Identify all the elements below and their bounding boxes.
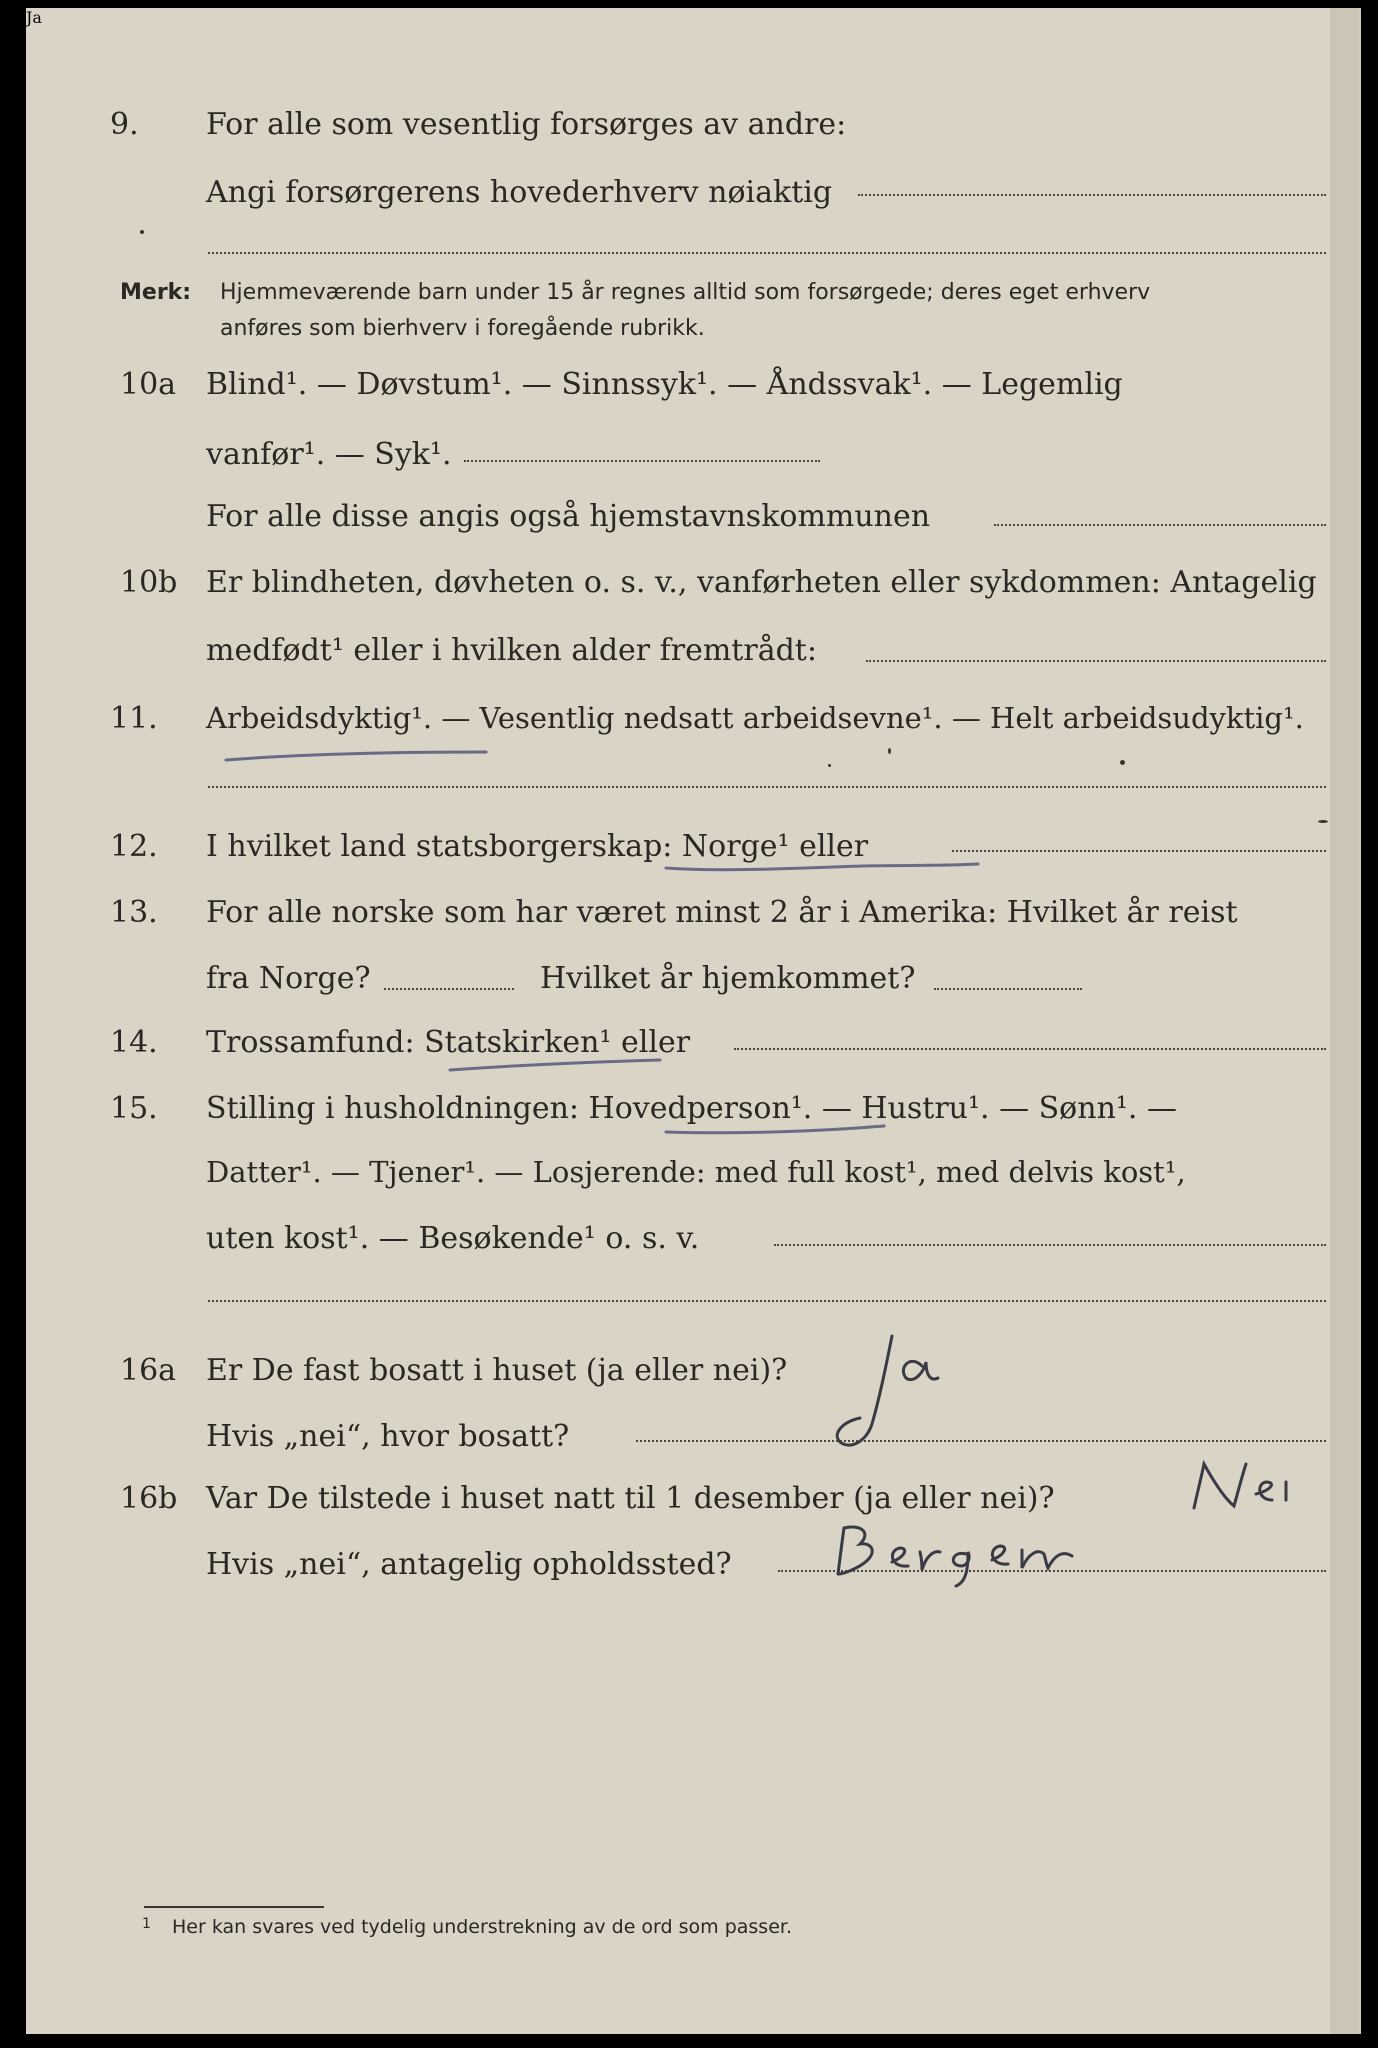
form-page: [26, 8, 1361, 2034]
question-number: 11.: [110, 701, 158, 736]
note-label: Merk:: [120, 280, 192, 305]
question-text: uten kost¹. — Besøkende¹ o. s. v.: [206, 1221, 700, 1256]
note-text: anføres som bierhverv i foregående rubrikk.: [220, 316, 705, 341]
question-number: 15.: [110, 1091, 158, 1126]
answer-line[interactable]: [952, 850, 1326, 852]
answer-line[interactable]: [858, 194, 1326, 196]
question-text: Trossamfund: Statskirken¹ eller: [206, 1025, 691, 1060]
pencil-underline: [662, 854, 982, 878]
question-number: 16b: [120, 1481, 178, 1516]
question-text: Arbeidsdyktig¹. — Vesentlig nedsatt arbeidsevne¹. — Helt arbeidsudyktig¹.: [206, 701, 1304, 735]
answer-line[interactable]: [208, 1300, 1326, 1302]
handwritten-answer-bergen: [816, 1516, 1176, 1596]
answer-line[interactable]: [774, 1244, 1326, 1246]
answer-line[interactable]: [994, 524, 1326, 526]
footnote-rule: [144, 1906, 324, 1908]
question-number: 14.: [110, 1025, 158, 1060]
answer-line[interactable]: [734, 1048, 1326, 1050]
question-text: Hvilket år hjemkommet?: [540, 961, 916, 996]
question-number: 12.: [110, 829, 158, 864]
handwritten-answer-nei: [1176, 1454, 1336, 1524]
question-text: Datter¹. — Tjener¹. — Losjerende: med full kost¹, med delvis kost¹,: [206, 1155, 1186, 1189]
question-text: For alle norske som har været minst 2 år i Amerika: Hvilket år reist: [206, 895, 1238, 930]
question-text: fra Norge?: [206, 961, 371, 996]
question-number: 9.: [110, 107, 139, 142]
question-number: 13.: [110, 895, 158, 930]
ink-speck: [888, 748, 891, 754]
question-text: Stilling i husholdningen: Hovedperson¹. — Hustru¹. — Sønn¹. —: [206, 1091, 1177, 1126]
question-text: Blind¹. — Døvstum¹. — Sinnssyk¹. — Åndssvak¹. — Legemlig: [206, 367, 1123, 402]
handwritten-answer-text: Ja: [26, 8, 42, 27]
ink-speck: [140, 230, 144, 234]
ink-speck: [1120, 760, 1125, 765]
question-text: Er blindheten, døvheten o. s. v., vanførheten eller sykdommen: Antagelig: [206, 565, 1317, 600]
answer-line[interactable]: [636, 1440, 1326, 1442]
question-number: 10b: [120, 565, 178, 600]
pencil-underline: [662, 1120, 892, 1142]
footnote-text: Her kan svares ved tydelig understrekning av de ord som passer.: [172, 1916, 792, 1938]
question-text: Hvis „nei“, hvor bosatt?: [206, 1419, 570, 1454]
question-text: For alle disse angis også hjemstavnskommunen: [206, 499, 931, 534]
answer-line[interactable]: [208, 252, 1326, 254]
answer-line[interactable]: [934, 988, 1082, 990]
note-text: Hjemmeværende barn under 15 år regnes alltid som forsørgede; deres eget erhverv: [220, 280, 1151, 305]
pencil-underline: [446, 1054, 666, 1076]
ink-speck: [1318, 820, 1328, 823]
question-text: I hvilket land statsborgerskap: Norge¹ eller: [206, 829, 869, 864]
question-number: 16a: [120, 1353, 177, 1388]
question-text: Var De tilstede i huset natt til 1 desember (ja eller nei)?: [206, 1481, 1055, 1516]
question-text: For alle som vesentlig forsørges av andre:: [206, 107, 847, 142]
handwritten-answer-ja: [806, 1326, 1026, 1456]
question-text: Angi forsørgerens hovederhverv nøiaktig: [206, 175, 833, 210]
footnote: [142, 1916, 792, 1938]
question-number: 10a: [120, 367, 177, 402]
question-text: medfødt¹ eller i hvilken alder fremtrådt:: [206, 633, 817, 668]
question-text: vanfør¹. — Syk¹.: [206, 437, 452, 472]
answer-line[interactable]: [866, 660, 1326, 662]
ink-speck: [828, 764, 831, 767]
answer-line[interactable]: [384, 988, 514, 990]
footnote-marker: 1: [142, 1916, 151, 1932]
answer-line[interactable]: [464, 460, 820, 462]
question-text: Er De fast bosatt i huset (ja eller nei)?: [206, 1353, 788, 1388]
pencil-underline: [222, 744, 492, 768]
page-edge: [1330, 8, 1358, 2034]
answer-line[interactable]: [208, 786, 1326, 788]
question-text: Hvis „nei“, antagelig opholdssted?: [206, 1547, 732, 1582]
